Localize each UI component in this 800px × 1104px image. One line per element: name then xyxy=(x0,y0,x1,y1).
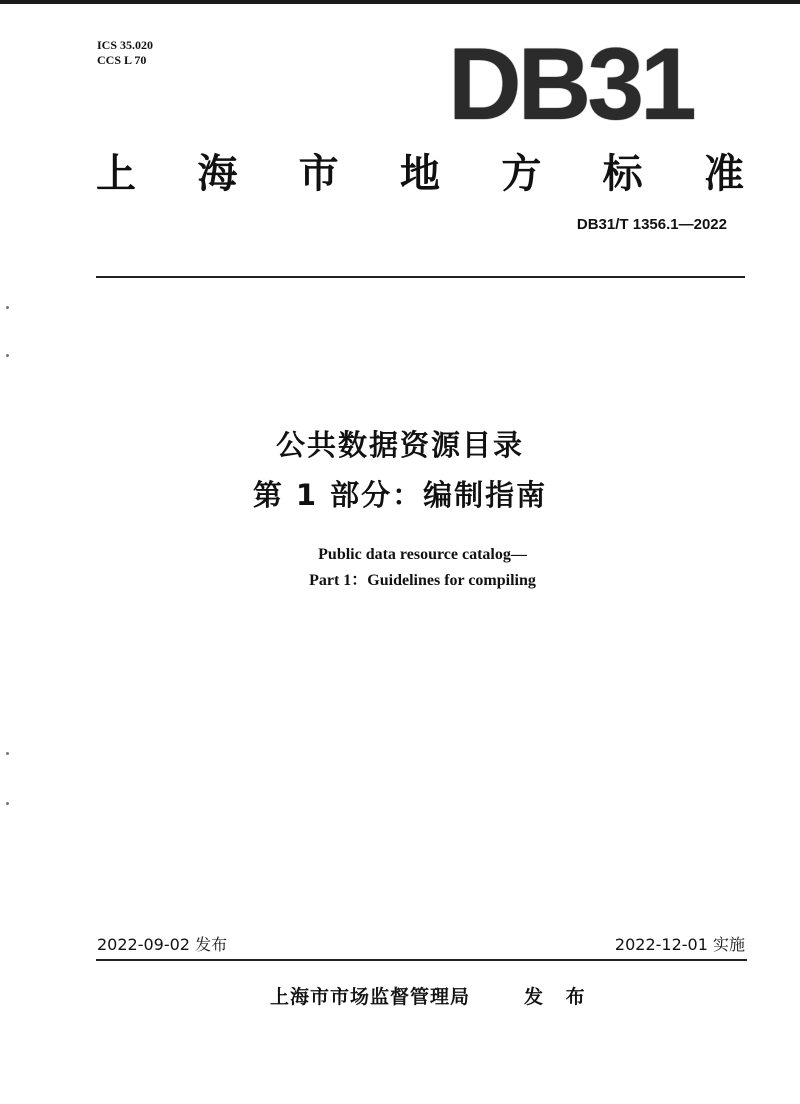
scan-speck xyxy=(6,752,9,755)
issue-date: 2022-09-02 发布 xyxy=(97,935,228,954)
scan-speck xyxy=(6,354,9,357)
title-cn-line2: 第 1 部分：编制指南 xyxy=(252,478,548,512)
local-standard-heading xyxy=(90,148,750,200)
footer-divider xyxy=(96,959,747,961)
heading-char: 上 xyxy=(96,151,136,197)
heading-char: 标 xyxy=(602,151,643,197)
implementation-date: 2022-12-01 实施 xyxy=(614,935,745,954)
publish-label: 发 布 xyxy=(524,986,593,1008)
heading-char: 地 xyxy=(399,151,440,197)
classification-codes xyxy=(97,38,153,68)
heading-char: 方 xyxy=(501,151,542,197)
scan-speck xyxy=(6,802,9,805)
title-en-line1: Public data resource catalog— xyxy=(318,546,527,563)
heading-char: 市 xyxy=(298,151,339,197)
ccs-code: CCS L 70 xyxy=(97,53,147,67)
header-divider xyxy=(96,276,745,278)
publisher: 上海市市场监督管理局 xyxy=(270,986,471,1008)
scan-edge xyxy=(0,0,800,4)
heading-char: 海 xyxy=(197,151,238,197)
heading-char: 准 xyxy=(703,151,744,197)
standard-number: DB31/T 1356.1—2022 xyxy=(576,216,727,233)
db31-logo xyxy=(448,27,698,141)
logo-text: DB31 xyxy=(448,27,693,141)
title-en-line2: Part 1：Guidelines for compiling xyxy=(309,572,536,589)
title-cn-line1: 公共数据资源目录 xyxy=(275,428,524,462)
ics-code: ICS 35.020 xyxy=(97,38,154,52)
scan-speck xyxy=(6,306,9,309)
